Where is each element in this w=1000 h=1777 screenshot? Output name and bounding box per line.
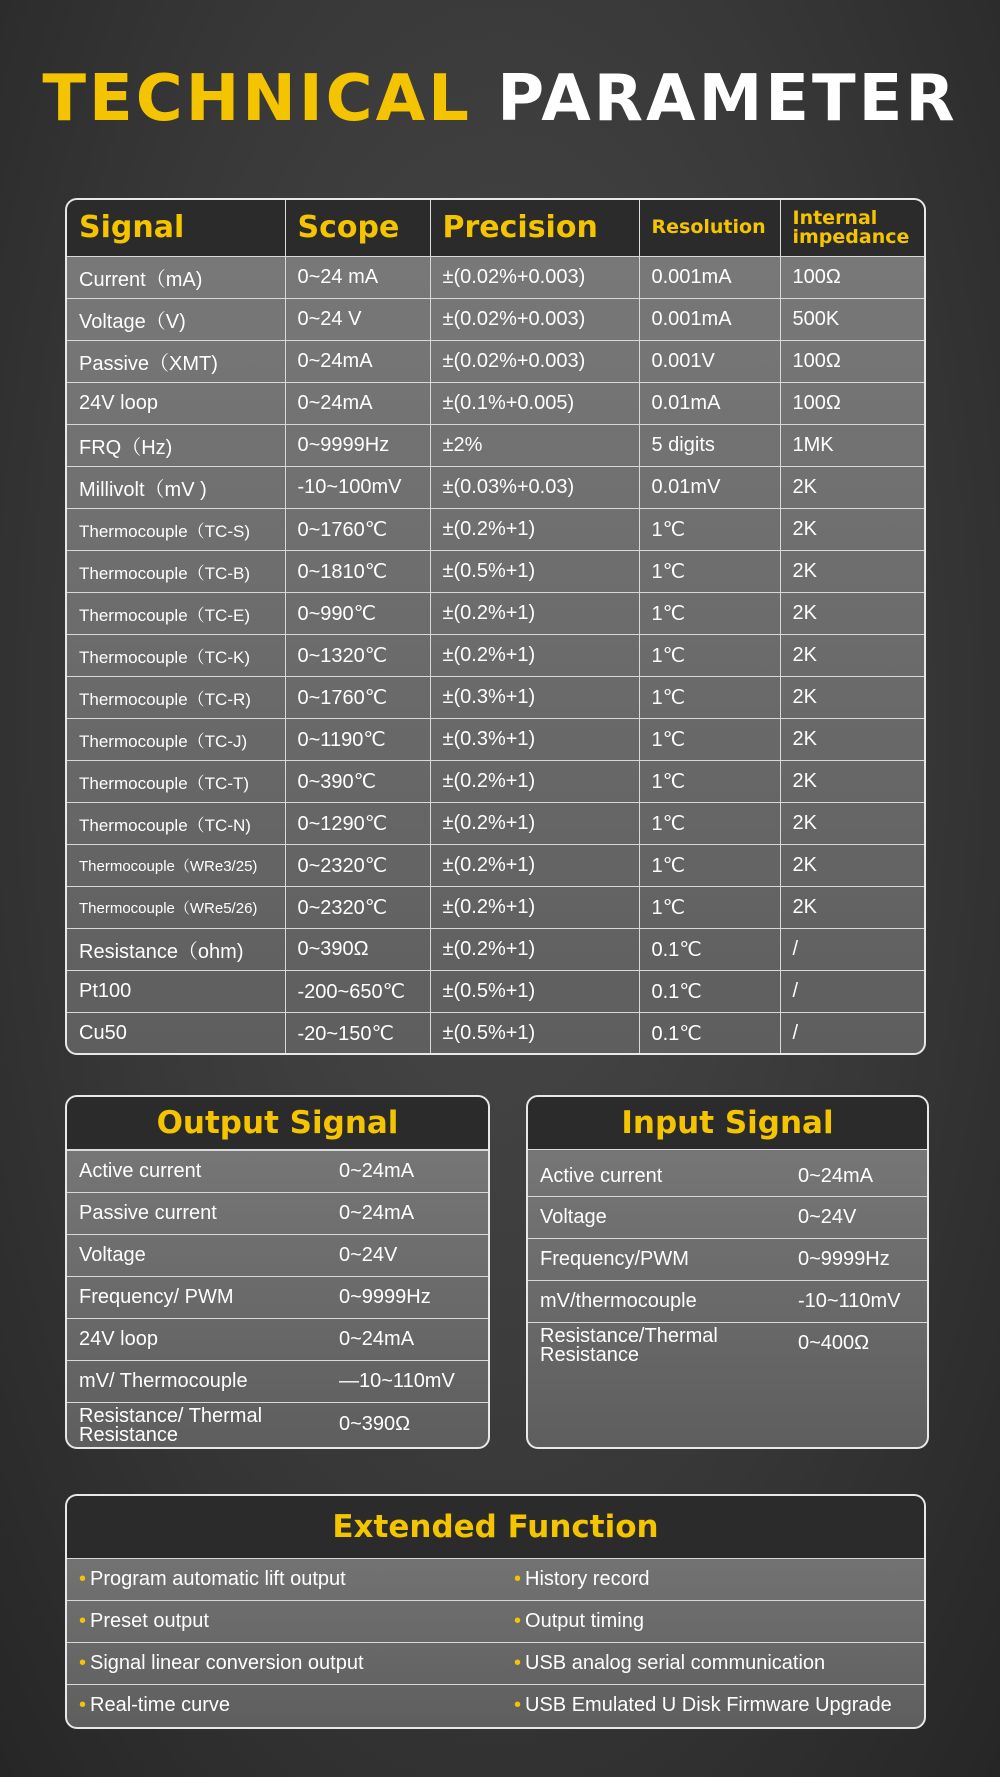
table-cell: 1℃ <box>639 886 780 928</box>
table-cell: 100Ω <box>780 340 924 382</box>
table-row <box>67 1012 924 1054</box>
table-cell: 1℃ <box>639 634 780 676</box>
output-signal-table <box>65 1095 490 1449</box>
table-row <box>67 466 924 508</box>
table-cell: 100Ω <box>780 382 924 424</box>
table-cell: ±(0.1%+0.005) <box>430 382 639 424</box>
table-cell: ±2% <box>430 424 639 466</box>
table-cell: ±(0.2%+1) <box>430 802 639 844</box>
signal-name: Voltage <box>528 1196 786 1238</box>
signal-name: Resistance/Thermal Resistance <box>528 1322 786 1365</box>
signal-row <box>528 1322 927 1365</box>
feature-item <box>67 1559 484 1601</box>
table-cell: 0.001mA <box>639 298 780 340</box>
table-cell: / <box>780 928 924 970</box>
signal-range: 0~9999Hz <box>327 1277 488 1319</box>
table-cell: 1℃ <box>639 760 780 802</box>
output-signal-title: Output Signal <box>67 1097 488 1150</box>
table-cell: 24V loop <box>67 382 285 424</box>
feature-item <box>67 1643 484 1685</box>
table-cell: 1℃ <box>639 802 780 844</box>
table-row <box>67 424 924 466</box>
table-cell: ±(0.2%+1) <box>430 928 639 970</box>
feature-label: USB Emulated U Disk Firmware Upgrade <box>525 1694 892 1717</box>
table-cell: 2K <box>780 802 924 844</box>
table-row <box>67 886 924 928</box>
table-cell: 2K <box>780 718 924 760</box>
table-cell: 1℃ <box>639 676 780 718</box>
table-cell: 2K <box>780 886 924 928</box>
table-row <box>67 382 924 424</box>
bullet-icon: • <box>514 1568 522 1590</box>
signal-name: 24V loop <box>67 1319 327 1361</box>
table-cell: 0~390Ω <box>285 928 430 970</box>
feature-label: USB analog serial communication <box>525 1652 826 1674</box>
signal-row <box>67 1151 488 1193</box>
table-cell: Thermocouple（WRe3/25) <box>67 844 285 886</box>
signal-row <box>67 1193 488 1235</box>
feature-row <box>67 1559 924 1601</box>
signal-name: Frequency/ PWM <box>67 1277 327 1319</box>
table-row <box>67 550 924 592</box>
table-cell: 0~24 mA <box>285 256 430 298</box>
signal-range: 0~24mA <box>786 1154 927 1196</box>
table-cell: ±(0.02%+0.003) <box>430 340 639 382</box>
title-highlight: TECHNICAL <box>42 62 472 136</box>
table-cell: ±(0.2%+1) <box>430 634 639 676</box>
table-cell: 0~24mA <box>285 382 430 424</box>
table-cell: Millivolt（mV ) <box>67 466 285 508</box>
signal-range: —10~110mV <box>327 1361 488 1403</box>
table-row <box>67 298 924 340</box>
page-title <box>0 62 1000 136</box>
table-cell: 1℃ <box>639 844 780 886</box>
table-row <box>67 508 924 550</box>
table-cell: 2K <box>780 676 924 718</box>
table-cell: 0~990℃ <box>285 592 430 634</box>
table-cell: 0.1℃ <box>639 928 780 970</box>
table-cell: 2K <box>780 634 924 676</box>
table-cell: 0~1290℃ <box>285 802 430 844</box>
table-cell: -10~100mV <box>285 466 430 508</box>
signal-row <box>67 1235 488 1277</box>
signal-row <box>67 1403 488 1446</box>
table-cell: ±(0.5%+1) <box>430 970 639 1012</box>
feature-item <box>67 1601 484 1643</box>
table-cell: ±(0.3%+1) <box>430 718 639 760</box>
table-cell: 0.1℃ <box>639 1012 780 1054</box>
signal-name: Voltage <box>67 1235 327 1277</box>
feature-label: Preset output <box>90 1610 209 1632</box>
feature-item <box>484 1559 924 1601</box>
signal-range: 0~24mA <box>327 1151 488 1193</box>
table-cell: -20~150℃ <box>285 1012 430 1054</box>
table-cell: 1℃ <box>639 718 780 760</box>
feature-label: Real-time curve <box>90 1694 231 1717</box>
signal-name: Resistance/ Thermal Resistance <box>67 1403 327 1446</box>
table-row <box>67 928 924 970</box>
table-row <box>67 676 924 718</box>
table-cell: 1MK <box>780 424 924 466</box>
feature-item <box>484 1643 924 1685</box>
feature-row <box>67 1601 924 1643</box>
table-cell: ±(0.2%+1) <box>430 592 639 634</box>
table-cell: 0.01mV <box>639 466 780 508</box>
table-cell: 0~1760℃ <box>285 508 430 550</box>
table-cell: 2K <box>780 550 924 592</box>
feature-label: Output timing <box>525 1610 644 1632</box>
table-cell: Thermocouple（TC-S) <box>67 508 285 550</box>
table-cell: ±(0.03%+0.03) <box>430 466 639 508</box>
signal-name: mV/ Thermocouple <box>67 1361 327 1403</box>
table-cell: 0~1760℃ <box>285 676 430 718</box>
table-cell: Voltage（V) <box>67 298 285 340</box>
table-cell: ±(0.2%+1) <box>430 508 639 550</box>
table-row <box>67 802 924 844</box>
table-cell: Cu50 <box>67 1012 285 1054</box>
table-cell: 1℃ <box>639 592 780 634</box>
title-rest: PARAMETER <box>497 62 958 136</box>
table-cell: 0.001mA <box>639 256 780 298</box>
table-row <box>67 634 924 676</box>
table-cell: 0~1810℃ <box>285 550 430 592</box>
table-cell: Passive（XMT) <box>67 340 285 382</box>
table-cell: 0~2320℃ <box>285 844 430 886</box>
technical-parameter-table <box>65 198 926 1055</box>
column-header: Resolution <box>639 200 780 256</box>
table-cell: 1℃ <box>639 508 780 550</box>
bullet-icon: • <box>79 1652 87 1674</box>
table-row <box>67 592 924 634</box>
column-header: Internal impedance <box>780 200 924 256</box>
table-cell: 2K <box>780 844 924 886</box>
table-cell: ±(0.02%+0.003) <box>430 298 639 340</box>
table-cell: 2K <box>780 760 924 802</box>
table-cell: ±(0.2%+1) <box>430 886 639 928</box>
feature-label: Program automatic lift output <box>90 1568 346 1590</box>
table-cell: Pt100 <box>67 970 285 1012</box>
table-cell: Thermocouple（TC-B) <box>67 550 285 592</box>
table-cell: 500K <box>780 298 924 340</box>
bullet-icon: • <box>79 1694 87 1717</box>
signal-name: Frequency/PWM <box>528 1238 786 1280</box>
table-cell: Thermocouple（TC-E) <box>67 592 285 634</box>
table-cell: Thermocouple（TC-R) <box>67 676 285 718</box>
column-header: Scope <box>285 200 430 256</box>
table-cell: 1℃ <box>639 550 780 592</box>
table-cell: ±(0.02%+0.003) <box>430 256 639 298</box>
table-cell: Thermocouple（TC-N) <box>67 802 285 844</box>
table-cell: 0~1320℃ <box>285 634 430 676</box>
column-header: Precision <box>430 200 639 256</box>
table-row <box>67 718 924 760</box>
table-cell: 0~390℃ <box>285 760 430 802</box>
signal-row <box>528 1280 927 1322</box>
feature-item <box>67 1685 484 1727</box>
signal-row <box>67 1277 488 1319</box>
table-cell: 0~24mA <box>285 340 430 382</box>
signal-range: 0~24mA <box>327 1193 488 1235</box>
table-cell: 0.1℃ <box>639 970 780 1012</box>
signal-name: mV/thermocouple <box>528 1280 786 1322</box>
signal-range: 0~24V <box>327 1235 488 1277</box>
table-row <box>67 760 924 802</box>
input-signal-title: Input Signal <box>528 1097 927 1150</box>
bullet-icon: • <box>79 1568 87 1590</box>
signal-row <box>67 1319 488 1361</box>
signal-range: 0~9999Hz <box>786 1238 927 1280</box>
table-cell: 2K <box>780 592 924 634</box>
table-cell: 0~24 V <box>285 298 430 340</box>
signal-range: 0~24mA <box>327 1319 488 1361</box>
feature-label: Signal linear conversion output <box>90 1652 364 1674</box>
extended-function-table <box>65 1494 926 1729</box>
signal-range: -10~110mV <box>786 1280 927 1322</box>
table-cell: 5 digits <box>639 424 780 466</box>
table-cell: Thermocouple（TC-T) <box>67 760 285 802</box>
feature-row <box>67 1643 924 1685</box>
table-cell: ±(0.5%+1) <box>430 550 639 592</box>
signal-name: Active current <box>528 1154 786 1196</box>
signal-range: 0~400Ω <box>786 1322 927 1365</box>
table-row <box>67 340 924 382</box>
table-cell: -200~650℃ <box>285 970 430 1012</box>
table-cell: 0~9999Hz <box>285 424 430 466</box>
signal-range: 0~390Ω <box>327 1403 488 1446</box>
signal-row <box>528 1154 927 1196</box>
table-cell: / <box>780 1012 924 1054</box>
table-cell: 100Ω <box>780 256 924 298</box>
feature-item <box>484 1601 924 1643</box>
input-signal-table <box>526 1095 929 1449</box>
column-header: Signal <box>67 200 285 256</box>
signal-row <box>528 1196 927 1238</box>
signal-row <box>528 1238 927 1280</box>
table-cell: FRQ（Hz) <box>67 424 285 466</box>
table-row <box>67 844 924 886</box>
extended-function-title: Extended Function <box>67 1496 924 1558</box>
table-cell: Thermocouple（TC-J) <box>67 718 285 760</box>
table-cell: ±(0.5%+1) <box>430 1012 639 1054</box>
signal-name: Passive current <box>67 1193 327 1235</box>
table-cell: ±(0.2%+1) <box>430 844 639 886</box>
table-cell: 2K <box>780 508 924 550</box>
bullet-icon: • <box>514 1694 522 1717</box>
table-cell: 2K <box>780 466 924 508</box>
table-cell: Resistance（ohm) <box>67 928 285 970</box>
table-cell: / <box>780 970 924 1012</box>
table-cell: ±(0.3%+1) <box>430 676 639 718</box>
feature-item <box>484 1685 924 1727</box>
table-row <box>67 256 924 298</box>
table-cell: Thermocouple（TC-K) <box>67 634 285 676</box>
table-cell: 0.001V <box>639 340 780 382</box>
signal-name: Active current <box>67 1151 327 1193</box>
signal-range: 0~24V <box>786 1196 927 1238</box>
table-row <box>67 970 924 1012</box>
signal-row <box>67 1361 488 1403</box>
table-cell: 0.01mA <box>639 382 780 424</box>
bullet-icon: • <box>514 1652 522 1674</box>
feature-row <box>67 1685 924 1727</box>
table-cell: 0~2320℃ <box>285 886 430 928</box>
table-cell: Current（mA) <box>67 256 285 298</box>
table-cell: ±(0.2%+1) <box>430 760 639 802</box>
bullet-icon: • <box>514 1610 522 1632</box>
table-cell: 0~1190℃ <box>285 718 430 760</box>
bullet-icon: • <box>79 1610 87 1632</box>
table-cell: Thermocouple（WRe5/26) <box>67 886 285 928</box>
feature-label: History record <box>525 1568 650 1590</box>
